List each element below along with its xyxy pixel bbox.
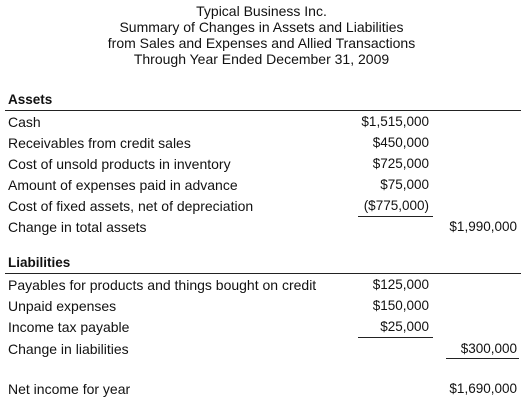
asset-row	[0, 196, 523, 216]
liability-subtotal-rule	[358, 337, 433, 338]
report-subtitle: from Sales and Expenses and Allied Transactions	[107, 35, 416, 51]
asset-amount: $725,000	[372, 156, 429, 171]
document-header	[0, 3, 523, 67]
liabilities-divider	[5, 273, 521, 274]
asset-label: Cost of unsold products in inventory	[8, 156, 231, 172]
liability-amount: $150,000	[372, 298, 429, 313]
asset-total-label: Change in total assets	[8, 219, 147, 235]
asset-amount: $450,000	[372, 135, 429, 150]
asset-label: Amount of expenses paid in advance	[8, 177, 238, 193]
asset-row	[0, 154, 523, 174]
asset-row	[0, 112, 523, 132]
report-period: Through Year Ended December 31, 2009	[133, 51, 390, 67]
asset-total-row	[0, 217, 523, 237]
liability-row	[0, 296, 523, 316]
assets-divider	[5, 110, 521, 111]
asset-label: Receivables from credit sales	[8, 135, 191, 151]
liability-total-label: Change in liabilities	[8, 341, 129, 357]
asset-label: Cash	[8, 114, 41, 130]
liability-label: Income tax payable	[8, 319, 130, 335]
report-title: Summary of Changes in Assets and Liabilities	[119, 19, 404, 35]
asset-row	[0, 133, 523, 153]
liability-label: Payables for products and things bought on credit	[8, 277, 317, 293]
asset-total-amount: $1,990,000	[449, 219, 517, 234]
liability-row	[0, 317, 523, 337]
liability-total-amount: $300,000	[460, 341, 517, 356]
liability-label: Unpaid expenses	[8, 298, 117, 314]
asset-row	[0, 175, 523, 195]
asset-amount: ($775,000)	[363, 198, 429, 213]
liability-amount: $125,000	[372, 277, 429, 292]
assets-section-title: Assets	[8, 92, 53, 107]
net-income-amount: $1,690,000	[449, 381, 517, 396]
liability-total-row	[0, 339, 523, 359]
asset-amount: $1,515,000	[361, 114, 429, 129]
liabilities-section-title: Liabilities	[8, 255, 71, 270]
net-income-label: Net income for year	[8, 381, 131, 397]
liability-row	[0, 275, 523, 295]
company-name: Typical Business Inc.	[196, 3, 327, 19]
liability-amount: $25,000	[380, 319, 429, 334]
asset-amount: $75,000	[380, 177, 429, 192]
liability-total-rule	[446, 358, 519, 359]
net-income-row	[0, 379, 523, 399]
asset-label: Cost of fixed assets, net of depreciation	[8, 198, 254, 214]
